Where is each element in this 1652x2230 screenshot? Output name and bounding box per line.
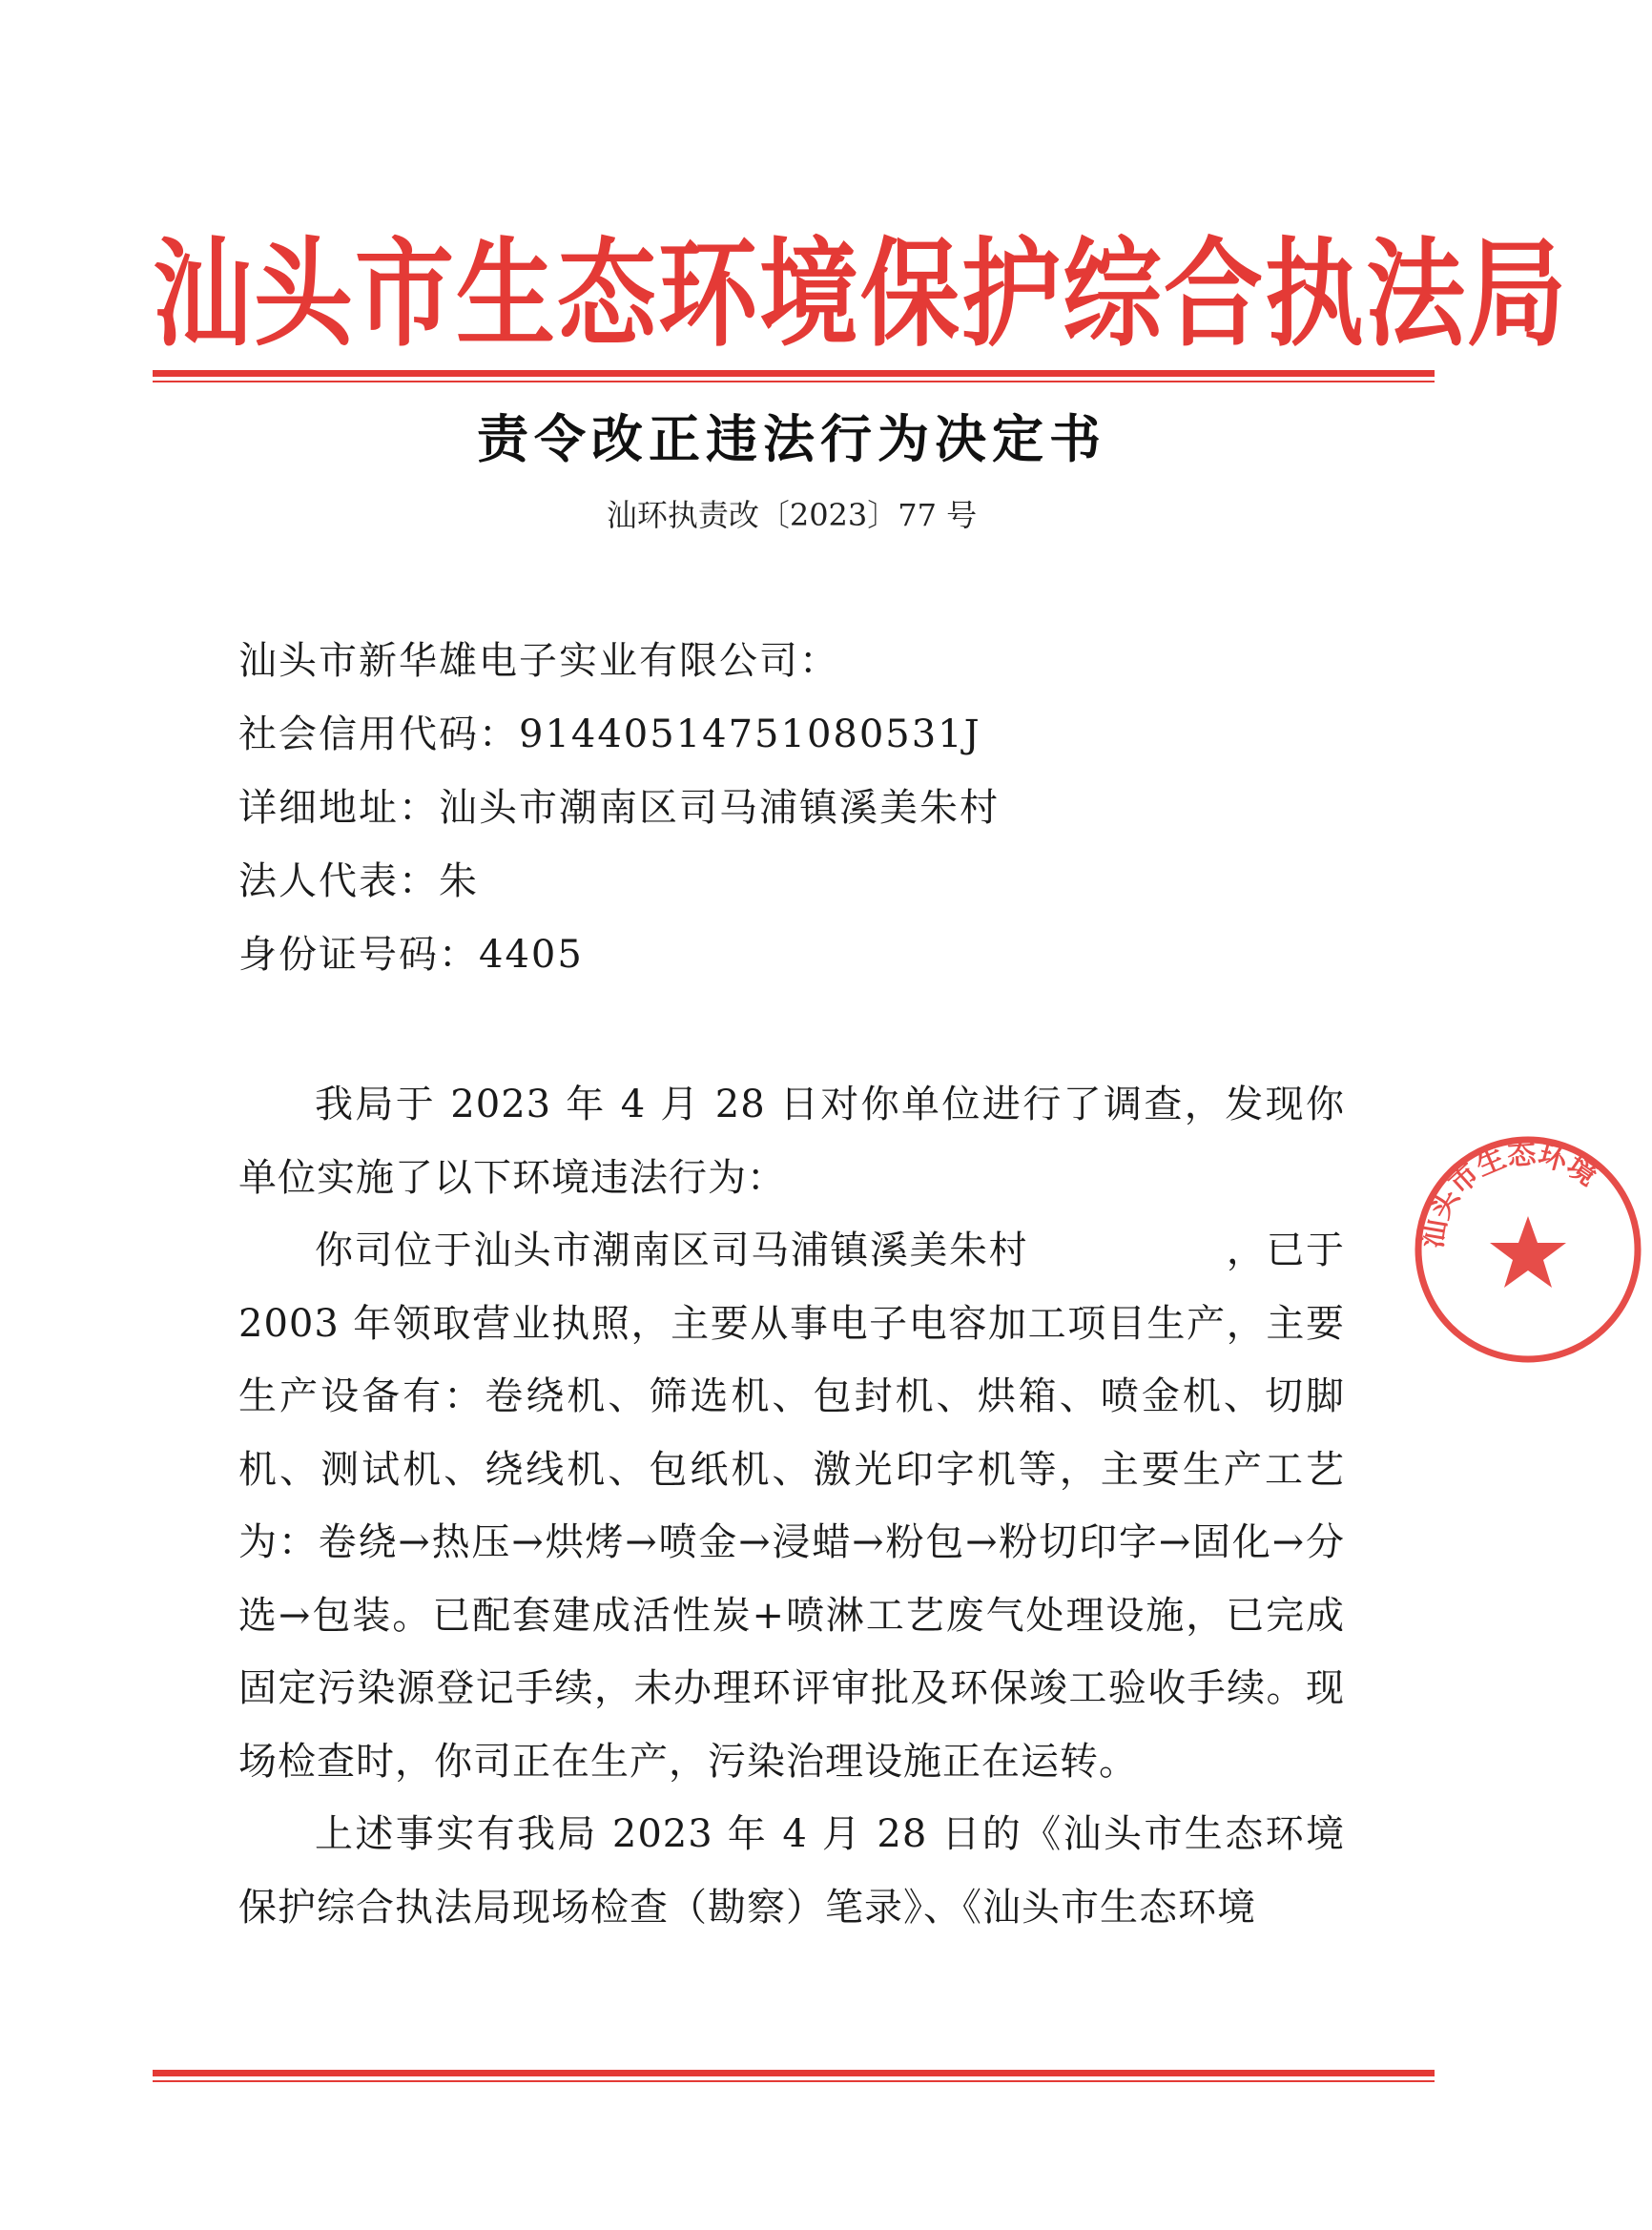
party-company: 汕头市新华雄电子实业有限公司： <box>238 639 839 683</box>
seal-star-icon <box>1490 1216 1566 1288</box>
footer-red-rule-thick <box>153 2070 1435 2076</box>
seal-text: 汕头市生态环境 <box>1415 1137 1603 1251</box>
body-paragraph: 你司位于汕头市潮南区司马浦镇溪美朱村 ，已于 2003 年领取营业执照，主要从事电子电容加工项目生产，主要生产设备有：卷绕机、筛选机、包封机、烘箱、喷金机、切脚机、测试机、绕线机、包纸机、激光印字机等，主要生产工艺为：卷绕→热压→烘烤→喷金→浸蜡→粉包→粉切印字→固化→分选→包装。已配套建成活性炭+喷淋工艺废气处理设施，已完成固定污染源登记手续，未办理环评审批及环保竣工验收手续。现场检查时，你司正在生产，污染治理设施正在运转。 <box>238 1229 1345 1784</box>
body-paragraph: 上述事实有我局 2023 年 4 月 28 日的《汕头市生态环境保护综合执法局现场检查（勘察）笔录》、《汕头市生态环境 <box>238 1812 1345 1930</box>
agency-header-title: 汕头市生态环境保护综合执法局 <box>153 224 1569 363</box>
official-seal-stamp <box>1404 1125 1652 1373</box>
document-body <box>238 1068 1345 1944</box>
party-id-number: 身份证号码：4405 <box>238 933 584 977</box>
footer-red-rule-thin <box>153 2080 1435 2082</box>
party-address: 详细地址：汕头市潮南区司马浦镇溪美朱村 <box>238 786 1000 830</box>
party-info <box>238 625 1335 992</box>
party-legal-rep: 法人代表：朱 <box>238 859 479 903</box>
document-title: 责令改正违法行为决定书 <box>477 408 1106 469</box>
header-red-rule-thin <box>153 381 1435 382</box>
body-paragraph: 我局于 2023 年 4 月 28 日对你单位进行了调查，发现你单位实施了以下环境违法行为： <box>238 1083 1345 1200</box>
document-number: 汕环执责改〔2023〕77 号 <box>606 497 978 533</box>
party-credit-code: 社会信用代码：91440514751080531J <box>238 712 981 756</box>
header-red-rule-thick <box>153 370 1435 377</box>
